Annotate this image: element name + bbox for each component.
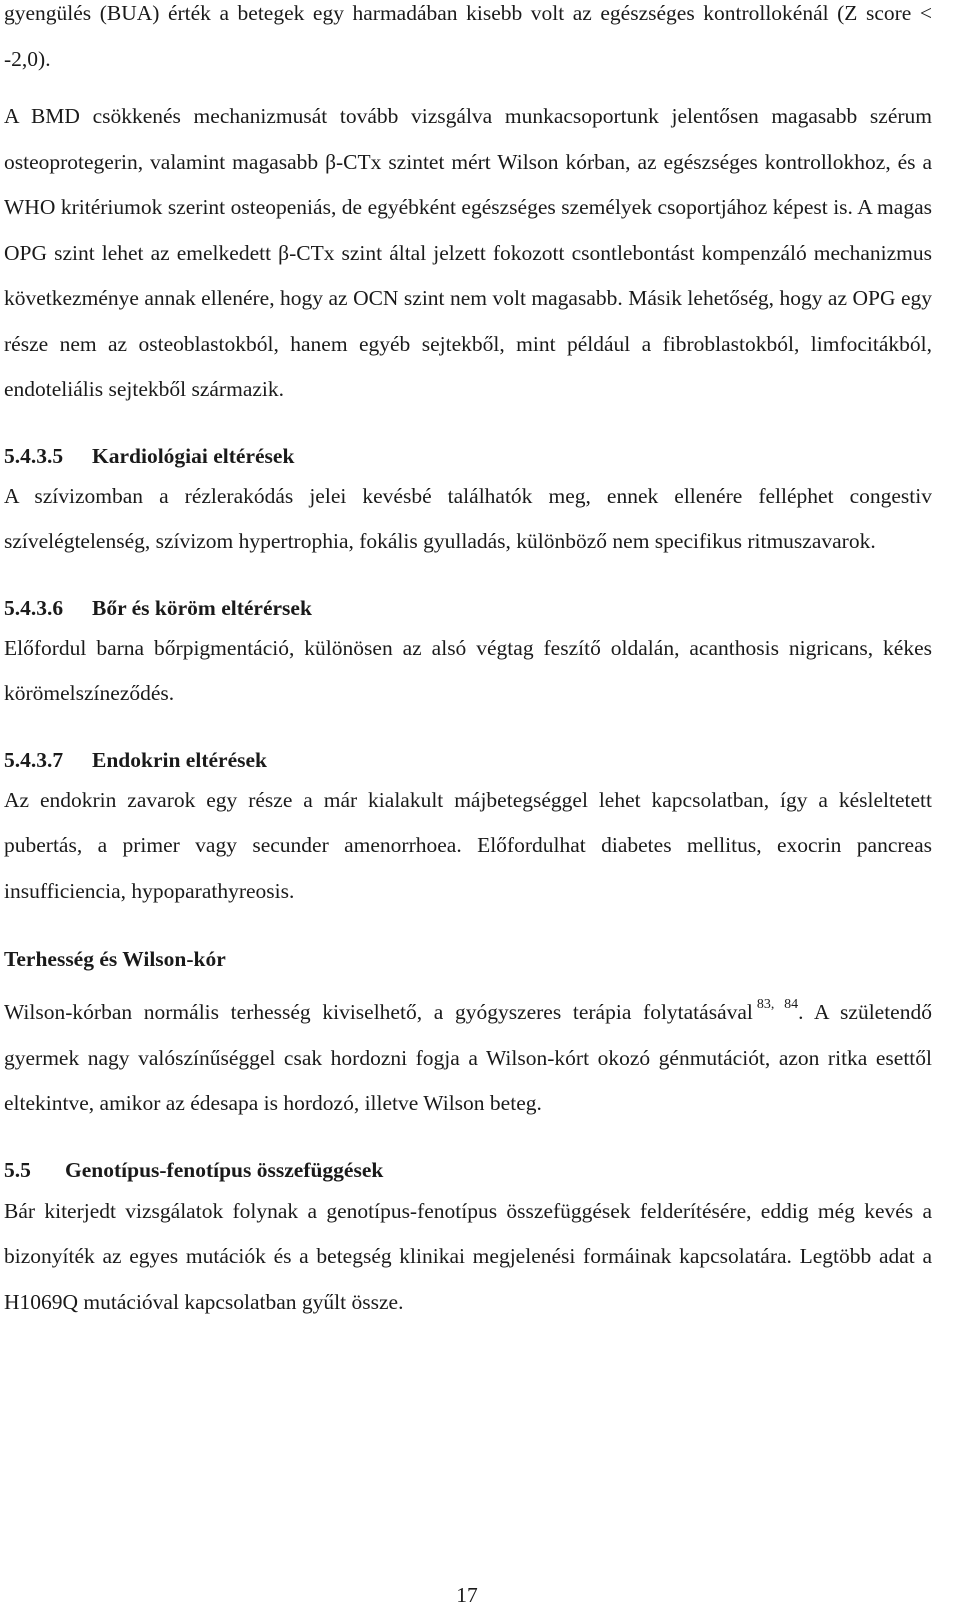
- paragraph-pregnancy: [4, 990, 932, 1127]
- paragraph-endo: Az endokrin zavarok egy része a már kialakult májbetegséggel lehet kapcsolatban, így a késleltetett pubertás, a primer vagy secunder amenorrhoea. Előfordulhat diabetes mellitus, exocrin pancreas insufficiencia, hypoparathyreosis.: [4, 787, 932, 903]
- heading-endo-number: 5.4.3.7: [4, 747, 64, 772]
- pregnancy-text-rest: . A születendő gyermek nagy valószínűséggel csak hordozni fogja a Wilson-kórt okozó génmutációt, azon ritka esettől eltekintve, amikor az édesapa is hordozó, illetve Wilson beteg.: [4, 1000, 932, 1115]
- paragraph-cardio: A szívizomban a rézlerakódás jelei kevésbé találhatók meg, ennek ellenére felléphet congestiv szívelégtelenség, szívizom hypertrophia, fokális gyulladás, különböző nem specifikus ritmuszavarok.: [4, 483, 932, 553]
- paragraph-bmd: A BMD csökkenés mechanizmusát tovább vizsgálva munkacsoportunk jelentősen magasabb szérum osteoprotegerin, valamint magasabb β-CTx szintet mért Wilson kórban, az egészséges kontrollokhoz, és a WHO kritériumok szerint osteopeniás, de egyébként egészséges személyek csoportjához képest is. A magas OPG szint lehet az emelkedett β-CTx szint által jelzett fokozott csontlebontást kompenzáló mechanizmus következménye annak ellenére, hogy az OCN szint nem volt magasabb. Másik lehetőség, hogy az OPG egy része nem az osteoblastokból, hanem egyéb sejtekből, mint például a fibroblastokból, limfocitákból, endoteliális sejtekből származik.: [4, 104, 932, 401]
- paragraph-intro: gyengülés (BUA) érték a betegek egy harmadában kisebb volt az egészséges kontrollokénál (Z score < -2,0).: [4, 1, 932, 71]
- heading-genotype-title: Genotípus-fenotípus összefüggések: [65, 1157, 384, 1182]
- heading-pregnancy-title: Terhesség és Wilson-kór: [4, 947, 226, 971]
- heading-genotype-number: 5.5: [4, 1157, 31, 1182]
- heading-skin-number: 5.4.3.6: [4, 595, 64, 620]
- paragraph-genotype: Bár kiterjedt vizsgálatok folynak a genotípus-fenotípus összefüggések felderítésére, eddig még kevés a bizonyíték az egyes mutációk és a betegség klinikai megjelenési formáinak kapcsolatára. Legtöbb adat a H1069Q mutációval kapcsolatban gyűlt össze.: [4, 1198, 932, 1314]
- heading-cardio: [4, 443, 932, 469]
- heading-pregnancy: [4, 946, 932, 972]
- heading-genotype: [4, 1157, 932, 1183]
- pregnancy-text-start: Wilson-kórban normális terhesség kiviselhető, a gyógyszeres terápia folytatásával: [4, 1000, 753, 1024]
- heading-skin: [4, 595, 932, 621]
- citation-reference: 83, 84: [756, 997, 799, 1012]
- heading-cardio-title: Kardiológiai eltérések: [92, 443, 295, 468]
- heading-skin-title: Bőr és köröm eltérérsek: [92, 595, 312, 620]
- page-number: 17: [456, 1583, 478, 1607]
- heading-endo-title: Endokrin eltérések: [92, 747, 267, 772]
- document-page: [4, 0, 932, 1325]
- heading-cardio-number: 5.4.3.5: [4, 443, 64, 468]
- heading-endo: [4, 747, 932, 773]
- paragraph-skin: Előfordul barna bőrpigmentáció, különösen az alsó végtag feszítő oldalán, acanthosis nigricans, kékes körömelszíneződés.: [4, 635, 932, 705]
